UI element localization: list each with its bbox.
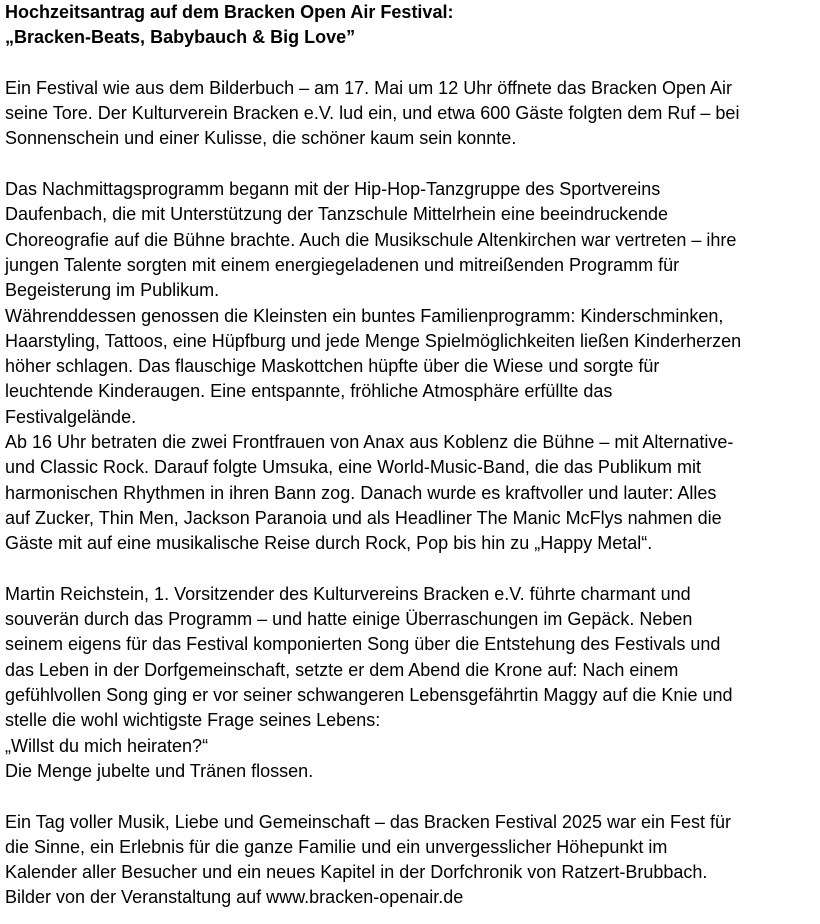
text-line: Daufenbach, die mit Unterstützung der Tanzschule Mittelrhein eine beeindruckende: [5, 204, 669, 225]
paragraph-spacer: [5, 557, 817, 582]
text-line: souverän durch das Programm – und hatte einige Überraschungen im Gepäck. Neben: [5, 609, 693, 630]
text-line: Das Nachmittagsprogramm begann mit der Hip-Hop-Tanzgruppe des Sportvereins: [5, 179, 661, 200]
text-line: Gäste mit auf eine musikalische Reise durch Rock, Pop bis hin zu „Happy Metal“.: [5, 533, 653, 554]
text-line: seinem eigens für das Festival komponierten Song über die Entstehung des Festivals und: [5, 634, 721, 655]
text-line: und Classic Rock. Darauf folgte Umsuka, eine World-Music-Band, die das Publikum mit: [5, 457, 701, 478]
text-line: Sonnenschein und einer Kulisse, die schöner kaum sein konnte.: [5, 128, 517, 149]
text-line: Ab 16 Uhr betraten die zwei Frontfrauen von Anax aus Koblenz die Bühne – mit Alternative-: [5, 432, 734, 453]
paragraph-spacer: [5, 152, 817, 177]
text-line: harmonischen Rhythmen in ihren Bann zog. Danach wurde es kraftvoller und lauter: Alles: [5, 482, 717, 503]
title-line: Hochzeitsantrag auf dem Bracken Open Air Festival:: [5, 2, 454, 22]
text-line: die Sinne, ein Erlebnis für die ganze Familie und ein unvergesslicher Höhepunkt im: [5, 836, 668, 857]
text-line: Währenddessen genossen die Kleinsten ein buntes Familienprogramm: Kinderschminken,: [5, 305, 724, 326]
paragraph-program: [5, 177, 817, 556]
text-line: gefühlvollen Song ging er vor seiner schwangeren Lebensgefährtin Maggy auf die Knie und: [5, 685, 733, 706]
paragraph-spacer: [5, 51, 817, 76]
text-line: Festivalgelände.: [5, 406, 137, 427]
text-line: auf Zucker, Thin Men, Jackson Paranoia und als Headliner The Manic McFlys nahmen die: [5, 507, 722, 528]
paragraph-intro: [5, 76, 817, 152]
text-line: seine Tore. Der Kulturverein Bracken e.V. lud ein, und etwa 600 Gäste folgten dem Ruf – bei: [5, 103, 740, 124]
text-line: Ein Tag voller Musik, Liebe und Gemeinschaft – das Bracken Festival 2025 war ein Fest für: [5, 811, 732, 832]
paragraph-spacer: [5, 784, 817, 809]
text-line: jungen Talente sorgten mit einem energiegeladenen und mitreißenden Programm für: [5, 254, 680, 275]
text-line: Bilder von der Veranstaltung auf www.bracken-openair.de: [5, 887, 464, 908]
text-line: stelle die wohl wichtigste Frage seines Lebens:: [5, 710, 381, 731]
text-line: Die Menge jubelte und Tränen flossen.: [5, 760, 314, 781]
text-line: Haarstyling, Tattoos, eine Hüpfburg und jede Menge Spielmöglichkeiten ließen Kinderherzen: [5, 330, 742, 351]
text-line: Begeisterung im Publikum.: [5, 280, 220, 301]
text-line: das Leben in der Dorfgemeinschaft, setzte er dem Abend die Krone auf: Nach einem: [5, 659, 679, 680]
document-page: [5, 0, 817, 911]
text-line: Choreografie auf die Bühne brachte. Auch die Musikschule Altenkirchen war vertreten – ihre: [5, 229, 737, 250]
text-line: leuchtende Kinderaugen. Eine entspannte, fröhliche Atmosphäre erfüllte das: [5, 381, 613, 402]
text-line: höher schlagen. Das flauschige Maskottchen hüpfte über die Wiese und sorgte für: [5, 356, 660, 377]
title-line: „Bracken-Beats, Babybauch & Big Love”: [5, 27, 356, 48]
article-title: [5, 0, 817, 51]
text-line: Martin Reichstein, 1. Vorsitzender des Kulturvereins Bracken e.V. führte charmant und: [5, 583, 691, 604]
text-line: Ein Festival wie aus dem Bilderbuch – am 17. Mai um 12 Uhr öffnete das Bracken Open Air: [5, 77, 733, 98]
paragraph-closing: [5, 810, 817, 911]
text-line: Kalender aller Besucher und ein neues Kapitel in der Dorfchronik von Ratzert-Brubbach.: [5, 862, 708, 883]
paragraph-proposal: [5, 582, 817, 784]
text-line: „Willst du mich heiraten?“: [5, 735, 209, 756]
